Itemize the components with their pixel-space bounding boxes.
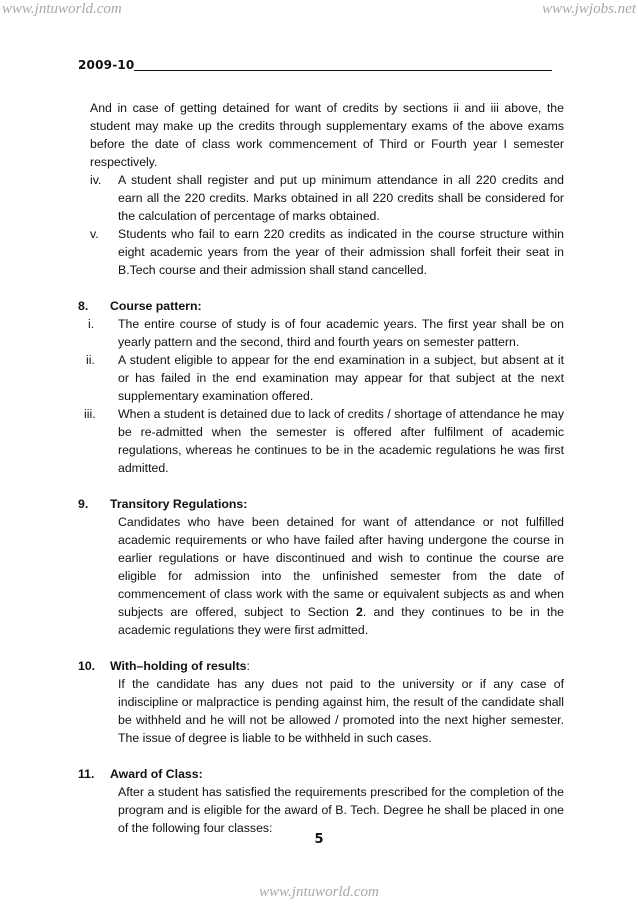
list-item [72,315,564,351]
list-item [72,351,564,405]
section-withholding-results [72,657,564,747]
watermark-top-left: www.jntuworld.com [2,1,122,17]
body-text: Candidates who have been detained for want of attendance or not fulfilled academic requirements or who have failed after having undergone the course in earlier regulations or have discontinued and wish to continue the course are eligible for admission into the unfinished semester from the date of commencement of class work with the same or equivalent subjects as and when subjects are offered, subject to Section [118,515,564,619]
section-course-pattern [72,297,564,477]
list-num: iii. [84,407,96,421]
list-num: iv. [90,173,102,187]
section-title: Course pattern: [110,299,202,313]
section-title: Award of Class: [110,767,203,781]
list-item [72,405,564,477]
list-num: i. [88,317,95,331]
title-suffix: : [246,659,250,673]
watermark-top-right: www.jwjobs.net [542,1,636,17]
section-body: If the candidate has any dues not paid to the university or if any case of indiscipline or malpractice is pending against him, the result of the candidate shall be withheld and he will not be allowed / promoted into the next higher semester. The issue of degree is liable to be withheld in such cases. [118,677,564,745]
section-heading [72,657,564,675]
list-text: A student eligible to appear for the end examination in a subject, but absent at it or has failed in the end examination may appear for that subject at the next supplementary examination offered. [118,353,564,403]
section-heading [72,765,564,783]
section-number: 11. [78,767,95,781]
section-heading [72,495,564,513]
intro-paragraph: And in case of getting detained for want of credits by sections ii and iii above, the student may make up the credits through supplementary exams of the above exams before the date of class work commencement of Third or Fourth year I semester respectively. [90,101,564,169]
section-body [118,513,564,639]
document-body [72,99,564,837]
list-item-iv [72,171,564,225]
list-text: A student shall register and put up minimum attendance in all 220 credits and earn all the 220 credits. Marks obtained in all 220 credits shall be considered for the calculation of percentage of marks obtained. [118,173,564,223]
body-text: . and they continues to be in the academic regulations they were first admitted. [118,605,564,637]
list-num: ii. [86,353,95,367]
section-heading [72,297,564,315]
section-reference: 2 [356,605,363,619]
page-number: 5 [314,832,324,847]
section-number: 9. [78,497,89,511]
section-number: 8. [78,299,89,313]
page-header [78,58,552,72]
section-title: With–holding of results [110,659,247,673]
section-award-of-class [72,765,564,837]
list-num: v. [90,227,99,241]
section-number: 10. [78,659,96,673]
header-year: 2009-10 [78,58,135,72]
section-title: Transitory Regulations: [110,497,248,511]
header-rule [134,70,552,71]
section-title-wrap [110,657,564,675]
list-text: Students who fail to earn 220 credits as indicated in the course structure within eight academic years from the year of their admission shall forfeit their seat in B.Tech course and their admission shall stand cancelled. [118,227,564,277]
list-item-v [72,225,564,279]
list-text: When a student is detained due to lack of credits / shortage of attendance he may be re-admitted when the semester is offered after fulfilment of academic regulations, whereas he continues to be in the academic regulations he was first admitted. [118,407,564,475]
section-body: After a student has satisfied the requirements prescribed for the completion of the program and is eligible for the award of B. Tech. Degree he shall be placed in one of the following four classes: [118,785,564,835]
section-transitory-regulations [72,495,564,639]
list-text: The entire course of study is of four academic years. The first year shall be on yearly pattern and the second, third and fourth years on semester pattern. [118,317,564,349]
watermark-bottom: www.jntuworld.com [259,884,379,900]
